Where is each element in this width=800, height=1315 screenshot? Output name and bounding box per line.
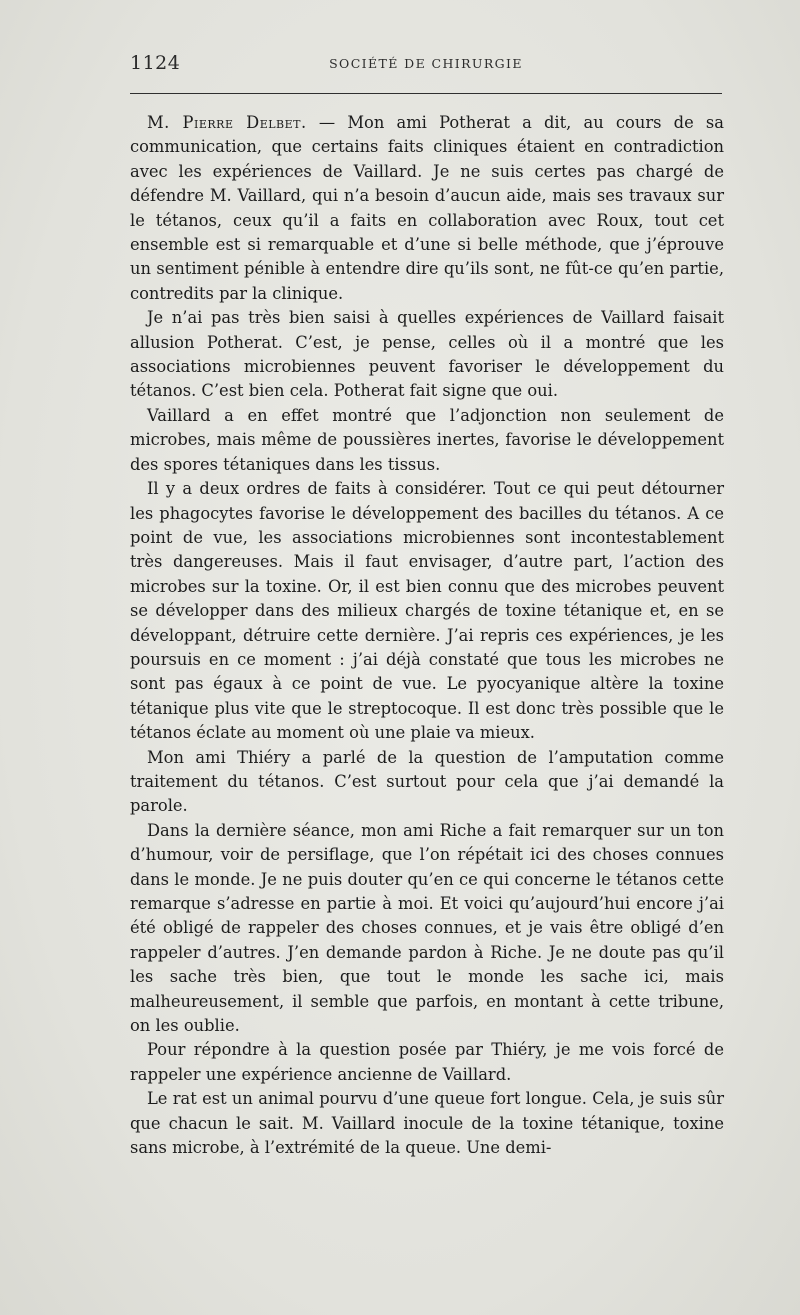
speaker-name: M. Pierre Delbet. <box>147 113 307 132</box>
paragraph: Vaillard a en effet montré que l’adjonction non seulement de microbes, mais même de poussières inertes, favorise le développement des spores tétaniques dans les tissus. <box>130 405 724 474</box>
paragraph: Il y a deux ordres de faits à considérer. Tout ce qui peut détourner les phagocytes favorise le développement des bacilles du tétanos. A ce point de vue, les associations microbiennes sont incontestablement très dangereuses. Mais il faut envisager, d’autre part, l’action des microbes sur la toxine. Or, il est bien connu que des microbes peuvent se développer dans des milieux chargés de toxine tétanique et, en se développant, détruire cette dernière. J’ai repris ces expériences, je les poursuis en ce moment : j’ai déjà constaté que tous les microbes ne sont pas égaux à ce point de vue. Le pyocyanique altère la toxine tétanique plus vite que le streptocoque. Il est donc très possible que le tétanos éclate au moment où une plaie va mieux. <box>130 479 724 743</box>
running-head: SOCIÉTÉ DE CHIRURGIE <box>329 56 523 71</box>
page-number: 1124 <box>130 52 181 74</box>
paragraph: Dans la dernière séance, mon ami Riche a fait remarquer sur un ton d’humour, voir de persiflage, que l’on répétait ici des choses connues dans le monde. Je ne puis douter qu’en ce qui concerne le tétanos cette remarque s’adresse en partie à moi. Et voici qu’aujourd’hui encore j’ai été obligé de rappeler des choses connues, et je vais être obligé d’en rappeler d’autres. J’en demande pardon à Riche. Je ne doute pas qu’il les sache très bien, que tout le monde les sache ici, mais malheureusement, il semble que parfois, en montant à cette tribune, on les oublie. <box>130 820 724 1036</box>
page-header <box>130 52 722 82</box>
paragraph: Mon ami Thiéry a parlé de la question de l’amputation comme traitement du tétanos. C’est surtout pour cela que j’ai demandé la parole. <box>130 747 724 816</box>
paragraph: Pour répondre à la question posée par Thiéry, je me vois forcé de rappeler une expérience ancienne de Vaillard. <box>130 1040 724 1084</box>
paragraph: Le rat est un animal pourvu d’une queue fort longue. Cela, je suis sûr que chacun le sait. M. Vaillard inocule de la toxine tétanique, toxine sans microbe, à l’extrémité de la queue. Une demi- <box>130 1089 724 1158</box>
header-rule <box>130 93 722 94</box>
body-text <box>130 111 724 1160</box>
paragraph: Je n’ai pas très bien saisi à quelles expériences de Vaillard faisait allusion Potherat. C’est, je pense, celles où il a montré que les associations microbiennes peuvent favoriser le développement du tétanos. C’est bien cela. Potherat fait signe que oui. <box>130 308 724 401</box>
paragraph <box>130 111 724 306</box>
paragraph-text: — Mon ami Potherat a dit, au cours de sa communication, que certains faits cliniques étaient en contradiction avec les expériences de Vaillard. Je ne suis certes pas chargé de défendre M. Vaillard, qui n’a besoin d’aucun aide, mais ses travaux sur le tétanos, ceux qu’il a faits en collaboration avec Roux, tout cet ensemble est si remarquable et d’une si belle méthode, que j’éprouve un sentiment pénible à entendre dire qu’ils sont, ne fût-ce qu’en partie, contredits par la clinique. <box>130 113 724 303</box>
